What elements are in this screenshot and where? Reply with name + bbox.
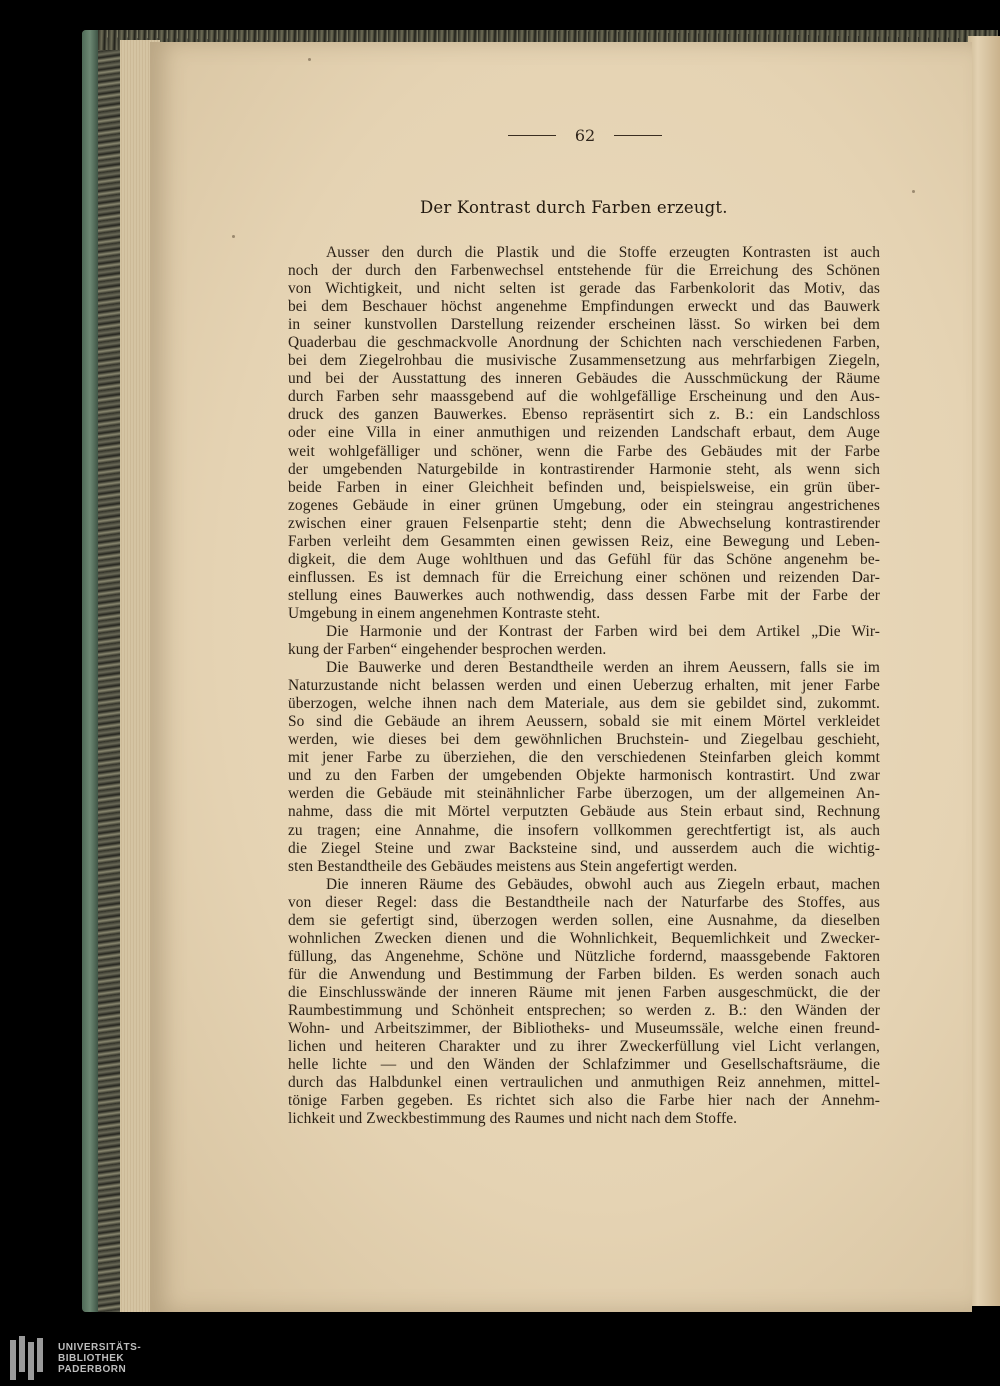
text-line: nahme, dass die mit Mörtel verputzten Gebäude aus Stein erbaut sind, Rechnung (288, 803, 880, 821)
text-line: durch das Halbdunkel einen vertraulichen und anmuthigen Reiz annehmen, mittel- (288, 1074, 880, 1092)
text-line: So sind die Gebäude an ihrem Aeussern, sobald sie mit einem Mörtel verkleidet (288, 713, 880, 731)
text-line: tönige Farben gegeben. Es richtet sich also die Farbe hier nach der Annehm- (288, 1092, 880, 1110)
text-line: zogenes Gebäude in einer grünen Umgebung, oder ein steingrau angestrichenes (288, 496, 880, 514)
text-line: der umgebenden Naturgebilde in kontrastirender Harmonie steht, als wenn sich (288, 460, 880, 478)
text-line: füllung, das Angenehme, Schöne und Nützliche fordernd, maassgebende Faktoren (288, 947, 880, 965)
page-number: 62 (574, 125, 596, 145)
text-line: sten Bestandtheile des Gebäudes meistens aus Stein angefertigt werden. (288, 857, 738, 875)
text-line: werden, wie dieses bei dem gewöhnlichen Bruchstein- und Ziegelbau geschieht, (288, 731, 880, 749)
chapter-title: Der Kontrast durch Farben erzeugt. (420, 198, 728, 217)
page-number-rule-right (614, 135, 662, 136)
library-logo (10, 1334, 160, 1382)
text-line: dem sie gefertigt sind, überzogen werden sollen, eine Ausnahme, da dieselben (288, 911, 880, 929)
text-line: von dieser Regel: dass die Bestandtheile nach der Naturfarbe des Stoffes, aus (288, 893, 880, 911)
paper-fleck (232, 235, 235, 238)
text-line: Quaderbau die geschmackvolle Anordnung der Schichten nach verschiedenen Farben, (288, 334, 880, 352)
text-line: noch der durch den Farbenwechsel entstehende für die Erreichung des Schönen (288, 262, 880, 280)
text-line: Raumbestimmung und Schönheit entsprechen; so werden z. B.: den Wänden der (288, 1001, 880, 1019)
text-line: die Ziegel Steine und zwar Backsteine sind, und ausserdem auch die wichtig- (288, 839, 880, 857)
book-spine (82, 30, 98, 1312)
text-line: lichkeit und Zweckbestimmung des Raumes und nicht nach dem Stoffe. (288, 1110, 738, 1128)
text-line: kung der Farben“ eingehender besprochen werden. (288, 641, 607, 659)
page-number-row (508, 124, 662, 146)
text-line: Umgebung in einem angenehmen Kontraste steht. (288, 604, 601, 622)
text-line: Die inneren Räume des Gebäudes, obwohl auch aus Ziegeln erbaut, machen (326, 875, 880, 893)
text-line: zwischen einer grauen Felsenpartie steht; denn die Abwechselung kontrastirender (288, 514, 880, 532)
text-line: und zu den Farben der umgebenden Objekte harmonisch kontrastirt. Und zwar (288, 767, 880, 785)
logo-line: PADERBORN (58, 1363, 127, 1375)
text-line: Farben verleiht dem Gesammten einen gewissen Reiz, eine Bewegung und Leben- (288, 532, 880, 550)
text-line: Wohn- und Arbeitszimmer, der Bibliotheks- und Museumssäle, welche einen freund- (288, 1020, 880, 1038)
text-line: Die Harmonie und der Kontrast der Farben wird bei dem Artikel „Die Wir- (326, 622, 880, 640)
text-line: durch Farben sehr maassgebend auf die wohlgefällige Erscheinung und den Aus- (288, 388, 880, 406)
text-line: lichen und heiteren Charakter und zu ihrer Zweckerfüllung viel Licht verlangen, (288, 1038, 880, 1056)
logo-line: UNIVERSITÄTS- (58, 1341, 142, 1353)
text-line: Die Bauwerke und deren Bestandtheile werden an ihrem Aeussern, falls sie im (326, 659, 880, 677)
text-line: oder eine Villa in einer anmuthigen und reizenden Landschaft erbaut, dem Auge (288, 424, 880, 442)
paper-fleck (308, 58, 311, 61)
text-line: mit jener Farbe zu überziehen, die den verschiedenen Steinfarben gleich kommt (288, 749, 880, 767)
text-line: werden die Gebäude mit steinähnlicher Farbe überzogen, um der allgemeinen An- (288, 785, 880, 803)
text-line: stellung eines Bauwerkes auch nothwendig, dass dessen Farbe mit der Farbe der (288, 586, 880, 604)
facing-page-edge (968, 36, 1000, 1306)
text-line: einflussen. Es ist demnach für die Erreichung einer schönen und reizenden Dar- (288, 568, 880, 586)
text-line: bei dem Ziegelrohbau die musivische Zusammensetzung aus mehrfarbigen Ziegeln, (288, 352, 880, 370)
text-line: helle lichte — und den Wänden der Schlafzimmer und Gesellschaftsräume, die (288, 1056, 880, 1074)
text-line: bei dem Beschauer höchst angenehme Empfindungen erweckt und das Bauwerk (288, 298, 880, 316)
logo-line: BIBLIOTHEK (58, 1352, 125, 1364)
text-line: druck des ganzen Bauwerkes. Ebenso repräsentirt sich z. B.: ein Landschloss (288, 406, 880, 424)
body-text (288, 244, 880, 1128)
text-line: zu tragen; eine Annahme, die insofern vollkommen gerechtfertigt ist, als auch (288, 821, 880, 839)
text-line: beide Farben in einer Gleichheit befinden und, beispielsweise, ein grün über- (288, 478, 880, 496)
text-line: von Wichtigkeit, und nicht selten ist gerade das Farbenkolorit das Motiv, das (288, 280, 880, 298)
text-line: wohnlichen Zwecken dienen und die Wohnlichkeit, Bequemlichkeit und Zwecker- (288, 929, 880, 947)
page-number-rule-left (508, 135, 556, 136)
text-line: überzogen, welche ihnen nach dem Materiale, aus dem sie gebildet sind, zukommt. (288, 695, 880, 713)
library-logo-icon (10, 1336, 50, 1380)
text-line: weit wohlgefälliger und schöner, wenn die Farbe des Gebäudes mit der Farbe (288, 442, 880, 460)
text-line: Ausser den durch die Plastik und die Stoffe erzeugten Kontrasten ist auch (326, 244, 880, 261)
text-line: Naturzustande nicht belassen werden und einen Ueberzug erhalten, mit jener Farbe (288, 677, 880, 695)
text-line: und bei der Ausstattung des inneren Gebäudes die Ausschmückung der Räume (288, 370, 880, 388)
text-line: digkeit, die dem Auge wohlthuen und das Gefühl für das Schöne angenehm be- (288, 550, 880, 568)
text-line: für die Anwendung und Bestimmung der Farben bilden. Es werden sonach auch (288, 965, 880, 983)
library-logo-text (58, 1342, 141, 1375)
paper-fleck (912, 190, 915, 193)
text-line: in seiner kunstvollen Darstellung reizender erscheinen lässt. So wirken bei dem (288, 316, 880, 334)
text-line: die Einschlusswände der inneren Räume mit jenen Farben ausgeschmückt, die der (288, 983, 880, 1001)
